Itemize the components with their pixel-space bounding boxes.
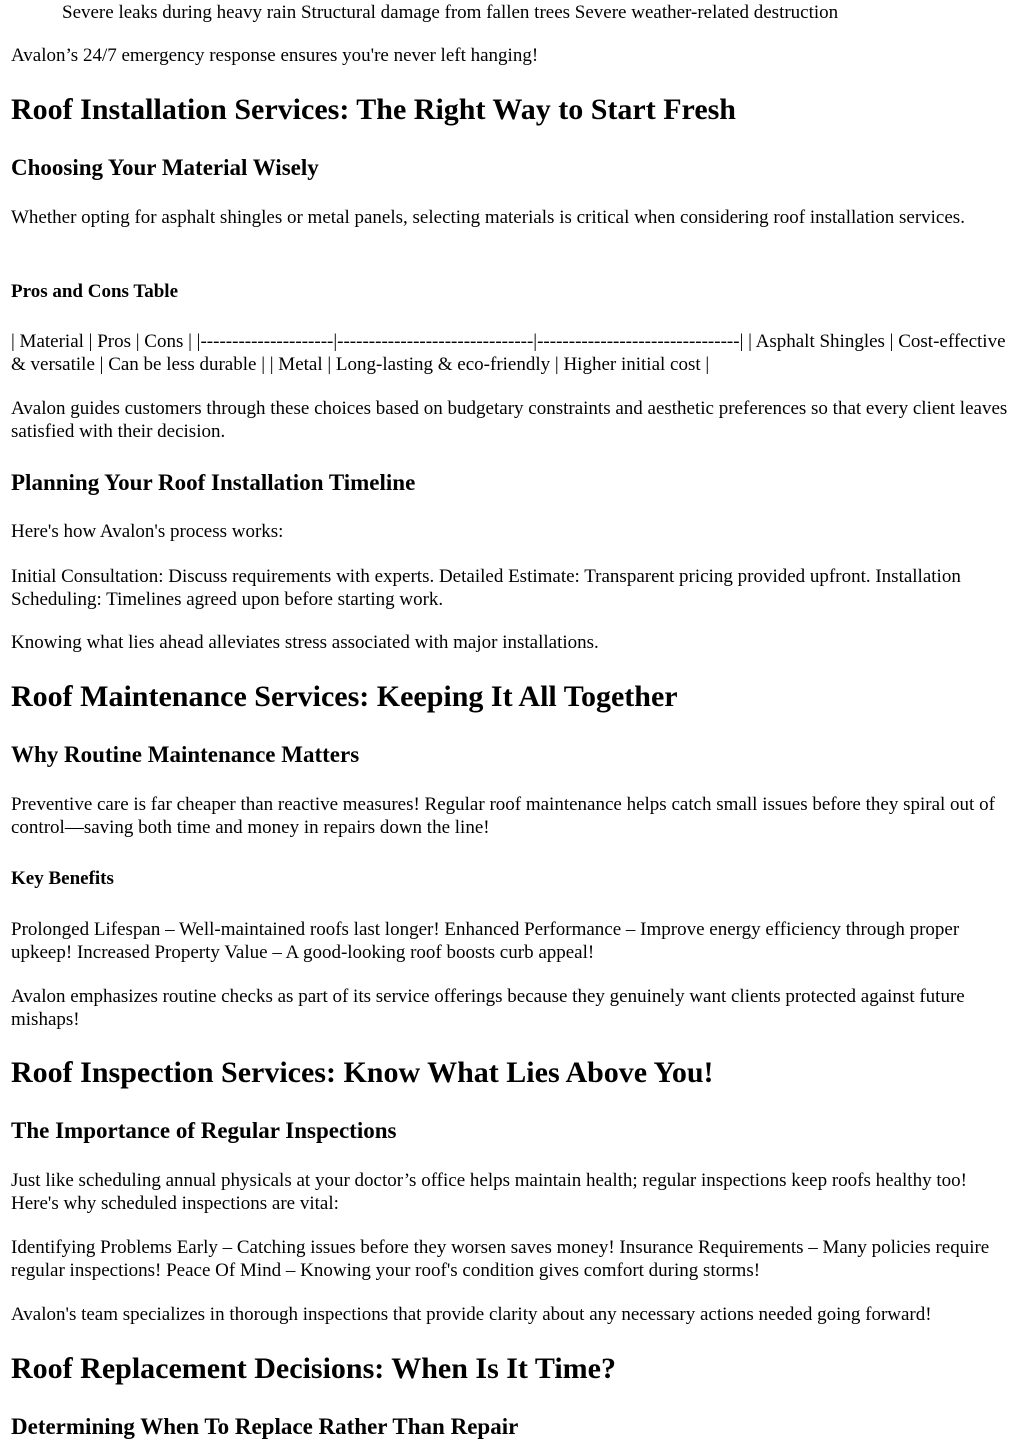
replacement-heading: Roof Replacement Decisions: When Is It Time? xyxy=(11,1352,616,1385)
installation-heading: Roof Installation Services: The Right Way to Start Fresh xyxy=(11,93,736,126)
process-steps: Initial Consultation: Discuss requirements with experts. Detailed Estimate: Transparent pricing provided upfront. Installation Scheduling: Timelines agreed upon before starting work. xyxy=(11,566,961,610)
inspection-reasons: Identifying Problems Early – Catching issues before they worsen saves money! Insurance Requirements – Many policies require regular inspections! Peace Of Mind – Knowing your roof's condition gives comfort during storms! xyxy=(11,1237,990,1281)
replacement-subheading: Determining When To Replace Rather Than Repair xyxy=(11,1414,519,1439)
key-benefits-heading: Key Benefits xyxy=(11,868,114,889)
timeline-subheading: Planning Your Roof Installation Timeline xyxy=(11,470,416,495)
process-intro: Here's how Avalon's process works: xyxy=(11,521,284,542)
pros-cons-table-text: | Material | Pros | Cons | |---------------------|-------------------------------|--------------------------------| | Asphalt Shingles | Cost-effective & versatile | Can be less durable | | Metal | Long-lasting & eco-friendly | Higher initial cost | xyxy=(11,331,1006,375)
maintenance-heading: Roof Maintenance Services: Keeping It All Together xyxy=(11,680,678,713)
guide-paragraph: Avalon guides customers through these choices based on budgetary constraints and aesthetic preferences so that every client leaves satisfied with their decision. xyxy=(11,398,1008,442)
inspection-subheading: The Importance of Regular Inspections xyxy=(11,1118,397,1143)
key-benefits-text: Prolonged Lifespan – Well-maintained roofs last longer! Enhanced Performance – Improve energy efficiency through proper upkeep! Increased Property Value – A good-looking roof boosts curb appeal! xyxy=(11,919,960,963)
damage-types-line: Severe leaks during heavy rain Structural damage from fallen trees Severe weather-related destruction xyxy=(62,2,839,23)
pros-cons-heading: Pros and Cons Table xyxy=(11,281,179,302)
material-subheading: Choosing Your Material Wisely xyxy=(11,155,319,180)
maintenance-closing: Avalon emphasizes routine checks as part of its service offerings because they genuinely want clients protected against future mishaps! xyxy=(11,986,965,1030)
installation-closing: Knowing what lies ahead alleviates stress associated with major installations. xyxy=(11,632,599,653)
material-paragraph: Whether opting for asphalt shingles or metal panels, selecting materials is critical when considering roof installation services. xyxy=(11,207,965,228)
inspection-paragraph: Just like scheduling annual physicals at your doctor’s office helps maintain health; regular inspections keep roofs healthy too! Here's why scheduled inspections are vital: xyxy=(11,1170,967,1214)
maintenance-paragraph: Preventive care is far cheaper than reactive measures! Regular roof maintenance helps catch small issues before they spiral out of control—saving both time and money in repairs down the line! xyxy=(11,794,995,838)
inspection-closing: Avalon's team specializes in thorough inspections that provide clarity about any necessary actions needed going forward! xyxy=(11,1304,932,1325)
maintenance-subheading: Why Routine Maintenance Matters xyxy=(11,742,360,767)
inspection-heading: Roof Inspection Services: Know What Lies Above You! xyxy=(11,1056,714,1089)
emergency-response-text: Avalon’s 24/7 emergency response ensures you're never left hanging! xyxy=(11,45,539,66)
